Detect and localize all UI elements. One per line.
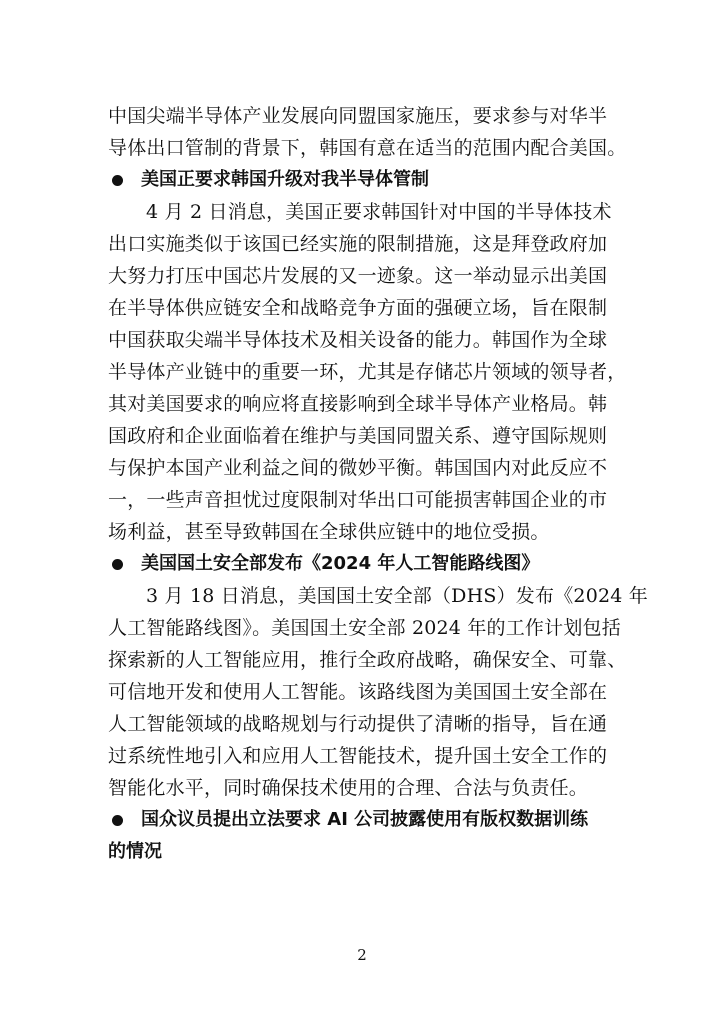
section1-line-7: 其对美国要求的响应将直接影响到全球半导体产业格局。韩: [108, 393, 608, 415]
section3-heading: [108, 804, 624, 836]
section1-line-1: 4 月 2 日消息，美国正要求韩国针对中国的半导体技术: [146, 201, 612, 223]
bullet-icon: [112, 559, 123, 570]
section2-heading: [108, 548, 624, 580]
section1-line-5: 中国获取尖端半导体技术及相关设备的能力。韩国作为全球: [108, 329, 608, 351]
section1-line-9: 与保护本国产业利益之间的微妙平衡。韩国国内对此反应不: [108, 457, 608, 479]
intro-line-2: 导体出口管制的背景下，韩国有意在适当的范围内配合美国。: [108, 137, 627, 159]
section1-line-2: 出口实施类似于该国已经实施的限制措施，这是拜登政府加: [108, 233, 608, 255]
section3-heading-text-1: 国众议员提出立法要求 AI 公司披露使用有版权数据训练: [141, 809, 589, 830]
section1-line-10: 一，一些声音担忧过度限制对华出口可能损害韩国企业的市: [108, 489, 608, 511]
section1-heading-text: 美国正要求韩国升级对我半导体管制: [141, 169, 429, 190]
section1-line-4: 在半导体供应链安全和战略竞争方面的强硬立场，旨在限制: [108, 297, 608, 319]
section1-line-11: 场利益，甚至导致韩国在全球供应链中的地位受损。: [108, 521, 550, 543]
section2-line-4: 可信地开发和使用人工智能。该路线图为美国国土安全部在: [108, 681, 608, 703]
section2-heading-text: 美国国土安全部发布《2024 年人工智能路线图》: [141, 553, 540, 574]
section2-line-2: 人工智能路线图》。美国国土安全部 2024 年的工作计划包括: [108, 617, 621, 639]
bullet-icon: [112, 175, 123, 186]
section2-line-5: 人工智能领域的战略规划与行动提供了清晰的指导，旨在通: [108, 713, 608, 735]
section1-heading: [108, 164, 624, 196]
intro-line-1: 中国尖端半导体产业发展向同盟国家施压，要求参与对华半: [108, 105, 608, 127]
section2-line-7: 智能化水平，同时确保技术使用的合理、合法与负责任。: [108, 777, 589, 799]
section2-line-1: 3 月 18 日消息，美国国土安全部（DHS）发布《2024 年: [146, 585, 648, 607]
section2-line-6: 过系统性地引入和应用人工智能技术，提升国土安全工作的: [108, 745, 608, 767]
section2-line-3: 探索新的人工智能应用，推行全政府战略，确保安全、可靠、: [108, 649, 627, 671]
bullet-icon: [112, 815, 123, 826]
document-body: [108, 100, 648, 868]
section3-heading-text-2: 的情况: [108, 841, 162, 862]
page-number: 2: [357, 946, 367, 964]
section1-line-3: 大努力打压中国芯片发展的又一迹象。这一举动显示出美国: [108, 265, 608, 287]
section1-line-6: 半导体产业链中的重要一环，尤其是存储芯片领域的领导者，: [108, 361, 627, 383]
section1-line-8: 国政府和企业面临着在维护与美国同盟关系、遵守国际规则: [108, 425, 608, 447]
